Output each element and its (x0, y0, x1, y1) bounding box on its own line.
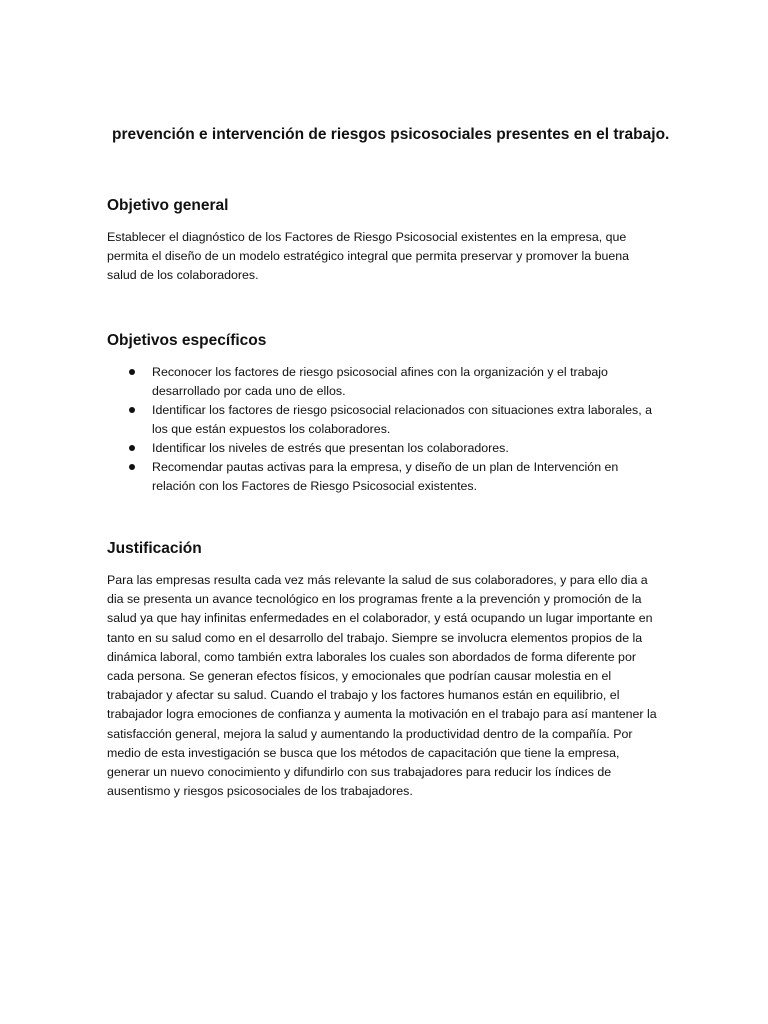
list-item-text: Reconocer los factores de riesgo psicosocial afines con la organización y el trabajo desarrollado por cada uno de ellos. (152, 365, 608, 398)
list-item (107, 458, 659, 496)
list-item-text: Recomendar pautas activas para la empresa, y diseño de un plan de Intervención en relación con los Factores de Riesgo Psicosocial existentes. (152, 460, 619, 493)
paragraph-objetivo-general: Establecer el diagnóstico de los Factores de Riesgo Psicosocial existentes en la empresa, que permita el diseño de un modelo estratégico integral que permita preservar y promover la buena salud de los colaboradores. (107, 230, 630, 282)
list-item (107, 401, 659, 439)
list-item (107, 439, 659, 458)
heading-objetivo-general: Objetivo general (107, 197, 229, 214)
bullet-icon (129, 369, 135, 375)
heading-objetivos-especificos: Objetivos específicos (107, 332, 267, 349)
list-item-text: Identificar los factores de riesgo psicosocial relacionados con situaciones extra laborales, a los que están expuestos los colaboradores. (152, 403, 653, 436)
list-item-text: Identificar los niveles de estrés que presentan los colaboradores. (152, 441, 509, 455)
bullet-icon (129, 445, 135, 451)
bullet-icon (129, 407, 135, 413)
paragraph-justificacion: Para las empresas resulta cada vez más relevante la salud de sus colaboradores, y para ello dia a dia se presenta un avance tecnológico en los programas frente a la prevención y promoción de la salud ya que hay infinitas enfermedades en el colaborador, y está ocupando un lugar importante en tanto en su salud como en el desarrollo del trabajo. Siempre se involucra elementos propios de la dinámica laboral, como también extra laborales los cuales son abordados de forma diferente por cada persona. Se generan efectos físicos, y emocionales que podrían causar molestia en el trabajador y afectar su salud. Cuando el trabajo y los factores humanos están en equilibrio, el trabajador logra emociones de confianza y aumenta la motivación en el trabajo para así mantener la satisfacción general, mejora la salud y aumentando la productividad dentro de la compañía. Por medio de esta investigación se busca que los métodos de capacitación que tiene la empresa, generar un nuevo conocimiento y difundirlo con sus trabajadores para reducir los índices de ausentismo y riesgos psicosociales de los trabajadores. (107, 573, 657, 799)
list-item (107, 363, 659, 401)
objetivos-especificos-list (107, 363, 659, 496)
bullet-icon (129, 464, 135, 470)
heading-justificacion: Justificación (107, 540, 202, 557)
document-title: prevención e intervención de riesgos psicosociales presentes en el trabajo. (112, 126, 670, 143)
